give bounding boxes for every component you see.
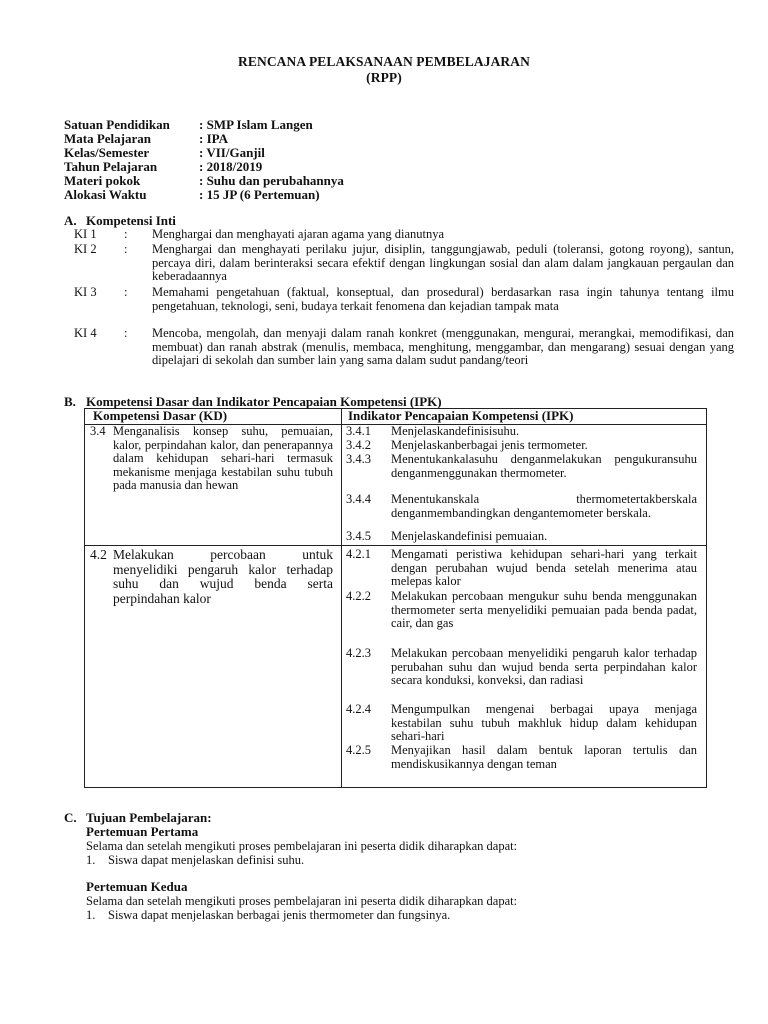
section-title: Kompetensi Dasar dan Indikator Pencapaian Kompetensi (IPK)	[86, 394, 442, 409]
ki-text: Mencoba, mengolah, dan menyaji dalam ranah konkret (menggunakan, mengurai, merangkai, memodifikasi, dan membuat) dan ranah abstrak (menulis, membaca, menghitung, menggambar, dan mengarang) sesuai dengan yang dipelajari di sekolah dan sumber lain yang sama dalam sudut pandang/teori	[152, 326, 734, 368]
ki-colon: :	[124, 227, 128, 241]
ipk-number: 3.4.5	[346, 529, 371, 543]
identity-label: Tahun Pelajaran	[64, 159, 158, 174]
identity-value: : 15 JP (6 Pertemuan)	[199, 187, 320, 202]
ipk-text: Mengumpulkan mengenai berbagai upaya menjaga kestabilan suhu tubuh makhluk hidup dalam kehidupan sehari-hari	[391, 702, 697, 743]
kd-text: Melakukan percobaan untuk menyelidiki pengaruh kalor terhadap suhu dan wujud benda serta perpindahan kalor	[113, 547, 333, 606]
section-letter: B.	[64, 394, 76, 409]
kd-ipk-table	[84, 408, 707, 788]
meeting-intro: Selama dan setelah mengikuti proses pembelajaran ini peserta didik diharapkan dapat:	[86, 839, 518, 853]
section-letter: C.	[64, 810, 77, 825]
ipk-text: Melakukan percobaan menyelidiki pengaruh kalor terhadap perubahan suhu dan wujud benda serta perpindahan kalor secara konduksi, konveksi, dan radiasi	[391, 646, 697, 687]
ki-text: Memahami pengetahuan (faktual, konseptual, dan prosedural) berdasarkan rasa ingin tahunya tentang ilmu pengetahuan, teknologi, seni, budaya terkait fenomena dan kejadian tampak mata	[152, 285, 734, 313]
section-b-heading	[64, 394, 442, 409]
table-column-divider	[341, 409, 342, 787]
ki-colon: :	[124, 326, 128, 340]
meeting-intro: Selama dan setelah mengikuti proses pembelajaran ini peserta didik diharapkan dapat:	[86, 894, 518, 908]
ipk-text: Menentukanskala thermometertakberskala denganmembandingkan dengantemometer berskala.	[391, 492, 697, 520]
ki-colon: :	[124, 285, 128, 299]
section-title: Tujuan Pembelajaran:	[86, 810, 212, 825]
ipk-text: Menyajikan hasil dalam bentuk laporan tertulis dan mendiskusikannya dengan teman	[391, 743, 697, 771]
section-letter: A.	[64, 213, 77, 228]
ki-text: Menghargai dan menghayati perilaku jujur, disiplin, tanggungjawab, peduli (toleransi, gotong royong), santun, percaya diri, dalam berinteraksi secara efektif dengan lingkungan sosial dan alam dalam jangkauan pergaulan dan keberadaannya	[152, 242, 734, 284]
kd-text: Menganalisis konsep suhu, pemuaian, kalor, perpindahan kalor, dan penerapannya dalam kehidupan sehari-hari termasuk mekanisme menjaga kestabilan suhu tubuh pada manusia dan hewan	[113, 424, 333, 492]
identity-label: Alokasi Waktu	[64, 187, 147, 202]
document-title: RENCANA PELAKSANAAN PEMBELAJARAN	[238, 54, 530, 69]
ipk-number: 4.2.2	[346, 589, 371, 603]
ipk-number: 3.4.1	[346, 424, 371, 438]
identity-label: Satuan Pendidikan	[64, 117, 170, 132]
ki-item	[64, 242, 734, 285]
identity-label: Kelas/Semester	[64, 145, 150, 160]
ki-code: KI 1	[74, 227, 97, 241]
identity-label: Mata Pelajaran	[64, 131, 152, 146]
list-number: 1.	[86, 908, 96, 922]
ipk-number: 3.4.3	[346, 452, 371, 466]
ki-item	[64, 326, 734, 383]
identity-value: : IPA	[199, 131, 229, 146]
ipk-text: Mengamati peristiwa kehidupan sehari-hari yang terkait dengan perubahan wujud benda setelah menerima atau melepas kalor	[391, 547, 697, 588]
ipk-number: 4.2.5	[346, 743, 371, 757]
list-text: Siswa dapat menjelaskan berbagai jenis thermometer dan fungsinya.	[108, 908, 451, 922]
kd-number: 3.4	[90, 424, 106, 438]
identity-value: : SMP Islam Langen	[199, 117, 313, 132]
identity-value: : VII/Ganjil	[199, 145, 265, 160]
ipk-number: 4.2.1	[346, 547, 371, 561]
ipk-text: Menentukankalasuhu denganmelakukan pengukuransuhu denganmenggunakan thermometer.	[391, 452, 697, 480]
list-text: Siswa dapat menjelaskan definisi suhu.	[108, 853, 305, 867]
ipk-number: 3.4.2	[346, 438, 371, 452]
table-row-divider	[85, 545, 706, 546]
table-header-kd: Kompetensi Dasar (KD)	[93, 408, 228, 423]
ipk-number: 4.2.3	[346, 646, 371, 660]
ipk-text: Menjelaskandefinisisuhu.	[391, 424, 520, 438]
meeting-title: Pertemuan Pertama	[86, 824, 199, 839]
identity-value: : 2018/2019	[199, 159, 263, 174]
kd-number: 4.2	[90, 547, 107, 562]
ipk-number: 3.4.4	[346, 492, 371, 506]
ki-code: KI 3	[74, 285, 97, 299]
ipk-text: Melakukan percobaan mengukur suhu benda menggunakan thermometer serta menyelidiki pemuaian pada benda padat, cair, dan gas	[391, 589, 697, 630]
ki-code: KI 2	[74, 242, 97, 256]
meeting-title: Pertemuan Kedua	[86, 879, 188, 894]
ki-code: KI 4	[74, 326, 97, 340]
ipk-text: Menjelaskandefinisi pemuaian.	[391, 529, 548, 543]
ki-text: Menghargai dan menghayati ajaran agama yang dianutnya	[152, 227, 445, 241]
identity-value: : Suhu dan perubahannya	[199, 173, 344, 188]
identity-label: Materi pokok	[64, 173, 141, 188]
ki-item	[64, 285, 734, 328]
table-header-ipk: Indikator Pencapaian Kompetensi (IPK)	[348, 408, 574, 423]
ki-colon: :	[124, 242, 128, 256]
section-c-heading	[64, 810, 212, 825]
section-title: Kompetensi Inti	[86, 213, 176, 228]
list-number: 1.	[86, 853, 96, 867]
ipk-number: 4.2.4	[346, 702, 371, 716]
document-subtitle: (RPP)	[366, 70, 402, 85]
ipk-text: Menjelaskanberbagai jenis termometer.	[391, 438, 588, 452]
section-a-heading	[64, 213, 176, 228]
ki-item	[64, 228, 704, 242]
